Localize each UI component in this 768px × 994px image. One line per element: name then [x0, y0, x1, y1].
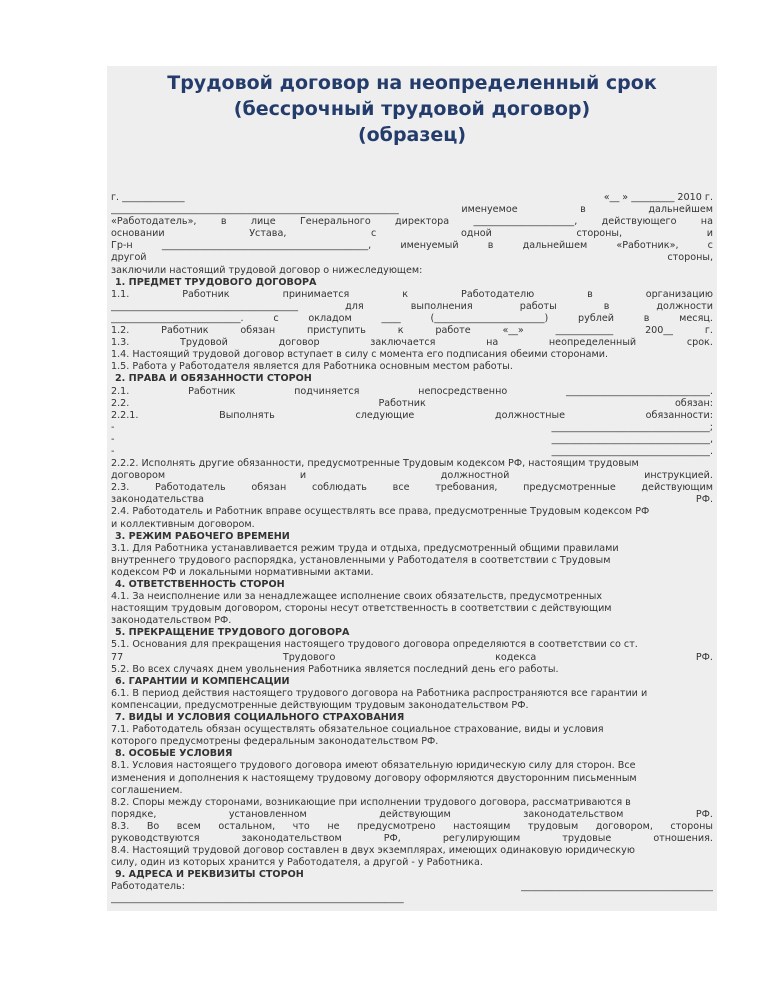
- text-fragment: _________________________________;: [551, 421, 713, 433]
- text-fragment: 8.4. Настоящий трудовой договор составлен в двух экземплярах, имеющих одинаковую юридическую: [111, 845, 635, 857]
- text-fragment: Выполнять: [219, 409, 275, 421]
- text-line: [111, 809, 713, 821]
- text-fragment: в: [643, 312, 650, 324]
- text-fragment: к: [402, 288, 409, 300]
- text-fragment: _____________________________________________________________: [111, 893, 404, 905]
- text-fragment: соглашением.: [111, 784, 183, 796]
- text-line: [111, 664, 713, 676]
- text-fragment: работы: [519, 300, 557, 312]
- text-line: [111, 893, 713, 905]
- text-fragment: -: [111, 421, 115, 433]
- text-fragment: 9. АДРЕСА И РЕКВИЗИТЫ СТОРОН: [115, 869, 304, 881]
- text-fragment: 4.1. За неисполнение или за ненадлежащее исполнение своих обязательств, предусмотренных: [111, 591, 603, 603]
- text-fragment: Во: [146, 820, 160, 832]
- text-fragment: в: [220, 216, 227, 228]
- text-fragment: другой: [111, 252, 147, 264]
- text-fragment: настоящим трудовым договором, стороны несут ответственность в соответствии с действующим: [111, 603, 612, 615]
- text-fragment: законодательством: [241, 832, 342, 844]
- text-line: [111, 519, 713, 531]
- text-fragment: 6.1. В период действия настоящего трудового договора на Работника распространяются все гарантии и: [111, 687, 648, 699]
- text-fragment: обязан: [240, 325, 276, 337]
- text-fragment: заключается: [370, 337, 436, 349]
- text-fragment: Работник: [188, 385, 236, 397]
- text-fragment: в: [580, 204, 586, 216]
- text-fragment: подчиняется: [294, 385, 360, 397]
- text-fragment: 5. ПРЕКРАЩЕНИЕ ТРУДОВОГО ДОГОВОРА: [115, 627, 350, 639]
- text-fragment: договором: [111, 470, 166, 482]
- text-fragment: компенсации, предусмотренные действующим трудовым законодательством РФ.: [111, 699, 529, 711]
- text-line: [111, 591, 713, 603]
- text-fragment: Работник: [161, 325, 209, 337]
- text-fragment: 2.2.1.: [111, 409, 139, 421]
- text-fragment: одной: [460, 228, 492, 240]
- text-fragment: 2.4. Работодатель и Работник вправе осуществлять все права, предусмотренные Трудовым кодексом РФ: [111, 506, 650, 518]
- text-fragment: основании: [111, 228, 165, 240]
- text-fragment: предусмотренные: [523, 482, 616, 494]
- text-line: [111, 337, 713, 349]
- text-fragment: 2.2.: [111, 397, 130, 409]
- text-line: [111, 785, 713, 797]
- text-fragment: Работодатель:: [111, 881, 185, 893]
- text-fragment: (_______________________): [430, 312, 549, 324]
- text-line: [111, 652, 713, 664]
- text-fragment: и коллективным договором.: [111, 518, 255, 530]
- title-line: Трудовой договор на неопределенный срок: [167, 72, 657, 94]
- text-fragment: непосредственно: [418, 385, 508, 397]
- text-fragment: _________________________________.: [551, 445, 713, 457]
- text-fragment: 1.2.: [111, 325, 130, 337]
- text-fragment: остальном,: [218, 820, 276, 832]
- text-fragment: директора: [395, 216, 450, 228]
- text-fragment: трудовые: [562, 832, 612, 844]
- text-fragment: ________________________________________: [521, 881, 713, 893]
- text-fragment: дальнейшем: [522, 240, 588, 252]
- text-line: [111, 325, 713, 337]
- text-fragment: _____________________,: [473, 216, 578, 228]
- text-fragment: 6. ГАРАНТИИ И КОМПЕНСАЦИИ: [115, 675, 290, 687]
- text-fragment: г. _____________: [111, 192, 185, 203]
- text-line: [111, 313, 713, 325]
- text-fragment: РФ.: [695, 808, 713, 820]
- text-fragment: Устава,: [249, 228, 287, 240]
- text-line: [111, 567, 713, 579]
- text-fragment: _________________________________,: [551, 433, 713, 445]
- text-line: [111, 398, 713, 410]
- text-fragment: 3.1. Для Работника устанавливается режим труда и отдыха, предусмотренный общими правилами: [111, 542, 619, 554]
- text-fragment: работе: [435, 325, 471, 337]
- text-fragment: требования,: [435, 482, 498, 494]
- text-fragment: договором,: [595, 820, 653, 832]
- text-fragment: 7. ВИДЫ И УСЛОВИЯ СОЦИАЛЬНОГО СТРАХОВАНИЯ: [115, 712, 405, 724]
- text-fragment: 8. ОСОБЫЕ УСЛОВИЯ: [115, 748, 233, 760]
- text-line: [111, 736, 713, 748]
- text-fragment: ___________________________.: [111, 312, 244, 324]
- text-line: [111, 410, 713, 422]
- text-fragment: 2.3.: [111, 482, 130, 494]
- text-fragment: -: [111, 433, 115, 445]
- text-fragment: именуемый: [400, 240, 459, 252]
- text-fragment: стороны,: [667, 252, 713, 264]
- text-line: [111, 760, 713, 772]
- text-line: [111, 543, 713, 555]
- text-fragment: для: [345, 300, 364, 312]
- text-fragment: стороны: [670, 820, 713, 832]
- text-line: [111, 797, 713, 809]
- text-fragment: г.: [704, 325, 713, 337]
- section-heading: [111, 373, 713, 385]
- text-fragment: руководствуются: [111, 832, 200, 844]
- text-fragment: и: [299, 470, 307, 482]
- text-fragment: отношения.: [653, 832, 713, 844]
- text-line: [111, 639, 713, 651]
- text-fragment: лице: [250, 216, 276, 228]
- text-fragment: «__»: [502, 325, 524, 337]
- section-heading: [111, 869, 713, 881]
- text-line: [111, 555, 713, 567]
- text-fragment: 8.2. Споры между сторонами, возникающие при исполнении трудового договора, рассматриваются в: [111, 796, 631, 808]
- text-fragment: Трудовой: [180, 337, 228, 349]
- text-line: [111, 434, 713, 446]
- text-fragment: 5.1. Основания для прекращения настоящего трудового договора определяются в соответствии со ст.: [111, 639, 638, 651]
- text-fragment: неопределенный: [548, 337, 637, 349]
- text-line: [111, 857, 713, 869]
- section-heading: [111, 748, 713, 760]
- text-fragment: 3. РЕЖИМ РАБОЧЕГО ВРЕМЕНИ: [115, 530, 290, 542]
- text-line: [111, 458, 713, 470]
- text-line: [111, 192, 713, 204]
- text-fragment: 1.3.: [111, 337, 130, 349]
- text-line: [111, 301, 713, 313]
- text-fragment: кодексом РФ и локальными нормативными актами.: [111, 566, 374, 578]
- text-fragment: внутреннего трудового распорядка, установленными у Работодателя в соответствии с Трудовым: [111, 554, 611, 566]
- text-fragment: 7.1. Работодатель обязан осуществлять обязательное социальное страхование, виды и условия: [111, 724, 604, 736]
- text-line: [111, 446, 713, 458]
- text-line: [111, 361, 713, 373]
- text-fragment: должностные: [494, 409, 566, 421]
- text-line: [111, 470, 713, 482]
- text-fragment: ___________________________________________,: [161, 240, 372, 252]
- text-fragment: должностной: [440, 470, 510, 482]
- text-fragment: 2. ПРАВА И ОБЯЗАННОСТИ СТОРОН: [115, 373, 312, 385]
- section-heading: [111, 676, 713, 688]
- text-fragment: Работодатель: [155, 482, 226, 494]
- section-heading: [111, 277, 713, 289]
- text-fragment: следующие: [355, 409, 415, 421]
- text-fragment: месяц.: [679, 312, 713, 324]
- text-fragment: действующего: [601, 216, 677, 228]
- text-fragment: Генерального: [299, 216, 371, 228]
- text-fragment: инструкцией.: [644, 470, 713, 482]
- text-fragment: 2.1.: [111, 385, 130, 397]
- text-fragment: действующим: [379, 808, 451, 820]
- text-fragment: Гр-н: [111, 240, 133, 252]
- title-line: (бессрочный трудовой договор): [233, 98, 591, 120]
- text-fragment: 5.2. Во всех случаях днем увольнения Работника является последний день его работы.: [111, 663, 559, 675]
- text-fragment: законодательством: [523, 808, 624, 820]
- title-line: (образец): [357, 124, 467, 146]
- text-fragment: настоящим: [453, 820, 511, 832]
- text-fragment: «Работодатель»,: [111, 216, 197, 228]
- text-fragment: которого предусмотрены федеральным законодательством РФ.: [111, 736, 439, 748]
- text-line: [111, 228, 713, 240]
- text-fragment: 1.5. Работа у Работодателя является для Работника основным местом работы.: [111, 361, 513, 373]
- text-line: [111, 833, 713, 845]
- text-fragment: ____________________________________________________________: [111, 204, 399, 216]
- text-fragment: с: [273, 312, 279, 324]
- text-fragment: заключили настоящий трудовой договор о нижеследующем:: [111, 264, 423, 276]
- section-heading: [111, 627, 713, 639]
- text-fragment: с: [371, 228, 377, 240]
- text-fragment: ______________________________.: [565, 385, 713, 397]
- text-fragment: всем: [176, 820, 201, 832]
- text-fragment: договор: [278, 337, 320, 349]
- text-fragment: все: [392, 482, 410, 494]
- text-fragment: окладом: [308, 312, 352, 324]
- text-fragment: с: [707, 240, 713, 252]
- text-fragment: выполнения: [410, 300, 473, 312]
- text-fragment: 2.2.2. Исполнять другие обязанности, предусмотренные Трудовым кодексом РФ, настоящим трудовым: [111, 458, 639, 470]
- text-fragment: трудовым: [527, 820, 579, 832]
- text-fragment: должности: [656, 300, 713, 312]
- text-fragment: _______________________________________: [111, 300, 299, 312]
- text-line: [111, 289, 713, 301]
- text-fragment: и: [706, 228, 713, 240]
- text-fragment: законодательства: [111, 494, 204, 506]
- text-fragment: предусмотрено: [357, 820, 436, 832]
- text-fragment: рублей: [578, 312, 615, 324]
- text-fragment: срок.: [686, 337, 713, 349]
- text-fragment: именуемое: [461, 204, 518, 216]
- text-fragment: Работник: [378, 397, 426, 409]
- section-heading: [111, 579, 713, 591]
- text-line: [111, 773, 713, 785]
- text-line: [111, 216, 713, 228]
- text-line: [111, 688, 713, 700]
- text-fragment: 1.1.: [111, 288, 130, 300]
- text-fragment: обязан:: [674, 397, 713, 409]
- text-fragment: изменения и дополнения к настоящему трудовому договору оформляются двусторонним письменным: [111, 772, 637, 784]
- text-fragment: «Работник»,: [616, 240, 679, 252]
- text-fragment: 4. ОТВЕТСТВЕННОСТЬ СТОРОН: [115, 579, 285, 590]
- text-line: [111, 349, 713, 361]
- document-body: [111, 192, 713, 906]
- text-fragment: РФ.: [695, 651, 713, 663]
- text-line: [111, 881, 713, 893]
- document-sheet: [107, 66, 717, 911]
- text-line: [111, 700, 713, 712]
- text-line: [111, 494, 713, 506]
- text-line: [111, 265, 713, 277]
- text-fragment: -: [111, 445, 115, 457]
- text-line: [111, 724, 713, 736]
- section-heading: [111, 531, 713, 543]
- text-fragment: регулирующим: [442, 832, 521, 844]
- text-fragment: кодекса: [495, 651, 537, 663]
- text-line: [111, 845, 713, 857]
- text-line: [111, 252, 713, 264]
- text-fragment: на: [486, 337, 499, 349]
- text-fragment: 8.3.: [111, 820, 130, 832]
- text-fragment: в: [487, 240, 494, 252]
- text-fragment: в: [587, 288, 593, 300]
- text-line: [111, 615, 713, 627]
- text-fragment: обязан: [251, 482, 287, 494]
- text-line: [111, 603, 713, 615]
- text-fragment: организацию: [645, 288, 713, 300]
- text-line: [111, 506, 713, 518]
- text-fragment: Работник: [182, 288, 230, 300]
- text-line: [111, 482, 713, 494]
- text-fragment: принимается: [282, 288, 350, 300]
- text-fragment: 77: [111, 651, 124, 663]
- text-fragment: ____________: [555, 325, 614, 337]
- text-line: [111, 422, 713, 434]
- text-fragment: Трудового: [282, 651, 336, 663]
- text-fragment: что: [292, 820, 310, 832]
- text-fragment: соблюдать: [311, 482, 367, 494]
- text-fragment: не: [327, 820, 340, 832]
- text-fragment: стороны,: [576, 228, 623, 240]
- text-fragment: РФ.: [695, 494, 713, 506]
- document-title: [111, 66, 713, 148]
- text-fragment: на: [700, 216, 713, 228]
- text-fragment: обязанности:: [645, 409, 713, 421]
- text-line: [111, 240, 713, 252]
- section-heading: [111, 712, 713, 724]
- text-line: [111, 821, 713, 833]
- text-fragment: ____: [381, 312, 401, 324]
- text-fragment: дальнейшем: [648, 204, 713, 216]
- text-fragment: 200__: [645, 325, 673, 337]
- text-line: [111, 386, 713, 398]
- text-fragment: приступить: [307, 325, 366, 337]
- text-fragment: Работодателю: [461, 288, 535, 300]
- text-fragment: в: [603, 300, 610, 312]
- text-fragment: 1. ПРЕДМЕТ ТРУДОВОГО ДОГОВОРА: [115, 276, 317, 288]
- text-fragment: установленном: [228, 808, 307, 820]
- text-line: [111, 204, 713, 216]
- text-fragment: к: [397, 325, 404, 337]
- text-fragment: действующим: [641, 482, 713, 494]
- text-fragment: законодательством РФ.: [111, 615, 232, 627]
- text-fragment: РФ,: [383, 832, 401, 844]
- text-fragment: порядке,: [111, 808, 157, 820]
- text-fragment: силу, один из которых хранится у Работодателя, а другой - у Работника.: [111, 857, 483, 869]
- text-fragment: 1.4. Настоящий трудовой договор вступает в силу с момента его подписания обеими сторонами.: [111, 349, 609, 361]
- text-fragment: 8.1. Условия настоящего трудового договора имеют обязательную юридическую силу для сторон. Все: [111, 760, 636, 772]
- text-fragment: «__ » _________ 2010 г.: [603, 192, 713, 203]
